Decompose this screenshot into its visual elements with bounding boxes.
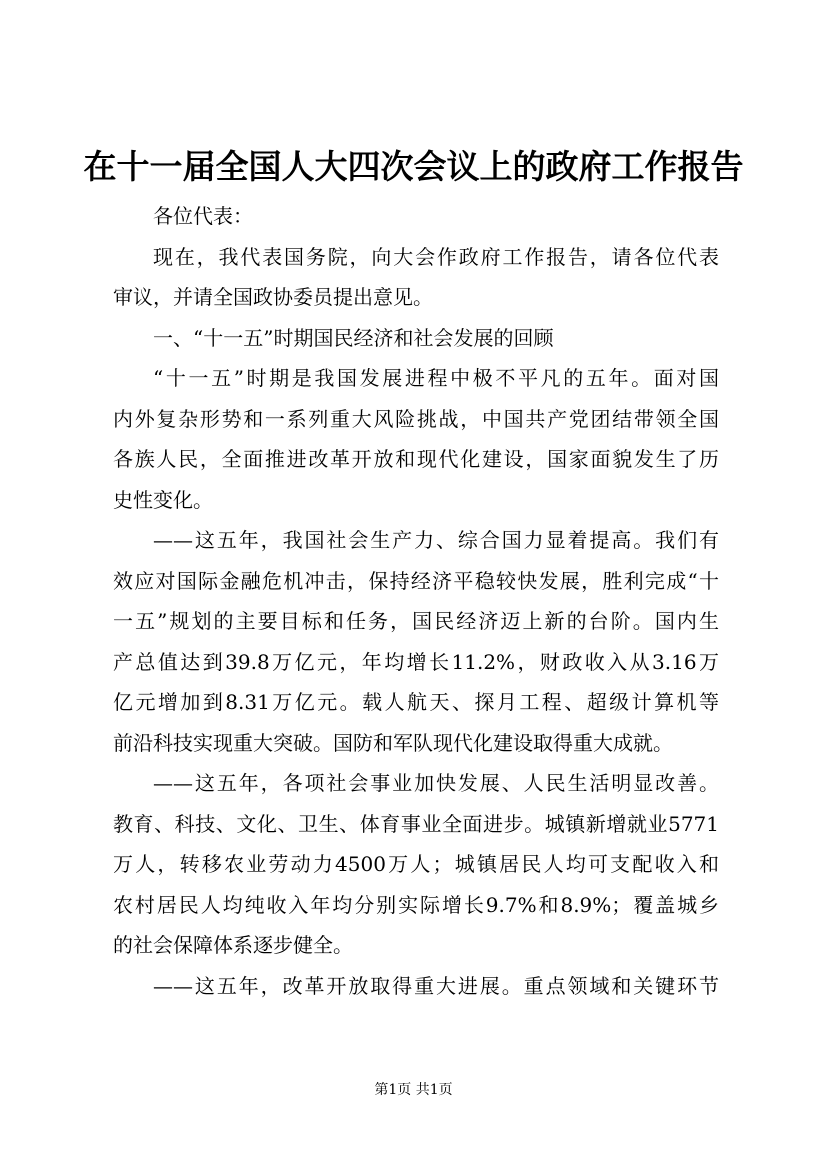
page-footer <box>0 1080 827 1100</box>
paragraph-line: 万人，转移农业劳动力4500万人；城镇居民人均可支配收入和 <box>113 852 719 876</box>
document-body <box>113 196 719 1006</box>
page-number-label: 第1页 共1页 <box>374 1082 453 1098</box>
paragraph-line: 审议，并请全国政协委员提出意见。 <box>113 285 433 309</box>
document-title: 在十一届全国人大四次会议上的政府工作报告 <box>83 147 744 186</box>
paragraph-line: 农村居民人均纯收入年均分别实际增长9.7%和8.9%；覆盖城乡 <box>113 892 719 917</box>
paragraph-line: 产总值达到39.8万亿元，年均增长11.2%，财政收入从3.16万 <box>113 649 719 674</box>
paragraph-line: 前沿科技实现重大突破。国防和军队现代化建设取得重大成就。 <box>113 730 673 755</box>
section-heading: 一、“十一五”时期国民经济和社会发展的回顾 <box>153 325 554 350</box>
paragraph-line: ——这五年，我国社会生产力、综合国力显着提高。我们有 <box>153 528 719 552</box>
paragraph-line: ——这五年，改革开放取得重大进展。重点领域和关键环节 <box>153 973 719 998</box>
paragraph-line: 史性变化。 <box>113 487 213 512</box>
salutation-line: 各位代表： <box>153 204 253 228</box>
paragraph-line: 的社会保障体系逐步健全。 <box>113 933 353 957</box>
paragraph-line: 效应对国际金融危机冲击，保持经济平稳较快发展，胜利完成“十 <box>113 568 719 593</box>
paragraph-line: 各族人民，全面推进改革开放和现代化建设，国家面貌发生了历 <box>113 447 719 471</box>
paragraph-line: 内外复杂形势和一系列重大风险挑战，中国共产党团结带领全国 <box>113 406 719 431</box>
paragraph-line: 一五”规划的主要目标和任务，国民经济迈上新的台阶。国内生 <box>113 609 719 633</box>
paragraph-line: 现在，我代表国务院，向大会作政府工作报告，请各位代表 <box>153 244 719 269</box>
paragraph-line: “十一五”时期是我国发展进程中极不平凡的五年。面对国 <box>153 366 719 390</box>
paragraph-line: 亿元增加到8.31万亿元。载人航天、探月工程、超级计算机等 <box>113 690 719 714</box>
paragraph-line: 教育、科技、文化、卫生、体育事业全面进步。城镇新增就业5771 <box>113 811 719 836</box>
paragraph-line: ——这五年，各项社会事业加快发展、人民生活明显改善。 <box>153 771 719 795</box>
